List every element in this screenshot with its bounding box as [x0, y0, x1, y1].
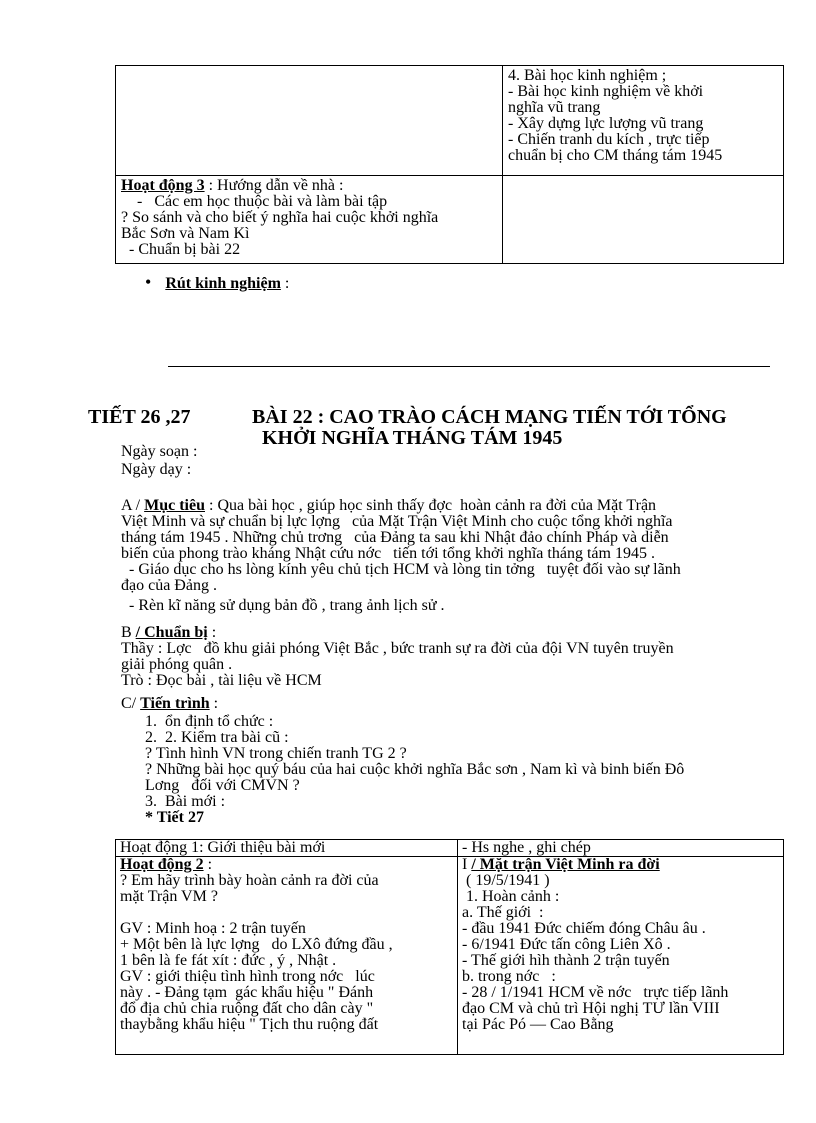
- text-line: 2. 2. Kiểm tra bài cũ :: [145, 729, 289, 746]
- text-line: Trò : Đọc bài , tài liệu về HCM: [121, 672, 322, 689]
- text-line: GV : giới thiệu tình hình trong nớc lúc: [120, 969, 375, 985]
- bullet-icon: •: [145, 272, 152, 292]
- section-1-heading: [462, 857, 779, 873]
- lesson-title-line-1: BÀI 22 : CAO TRÀO CÁCH MẠNG TIẾN TỚI TỔNG: [252, 406, 727, 428]
- rut-kinh-nghiem: [145, 274, 289, 292]
- text-line: - Các em học thuộc bài và làm bài tập: [121, 194, 388, 210]
- text-line: này . - Đảng tạm gác khẩu hiệu " Đánh: [120, 985, 374, 1001]
- activity-2-cell: [116, 857, 458, 1055]
- lesson-period: TIẾT 26 ,27: [88, 406, 191, 428]
- text-line: đạo CM và chủ trì Hội nghị TƯ lần VIII: [462, 1001, 720, 1017]
- preparation-prefix: B: [121, 624, 136, 641]
- text-line: - Xây dựng lực lượng vũ trang: [508, 116, 704, 132]
- activity-2-label: Hoạt động 2: [120, 857, 204, 873]
- text-line: tháng tám 1945 . Những chủ trơng của Đảng ta sau khi Nhật đảo chính Pháp và diễn: [121, 529, 669, 546]
- text-line: : Qua bài học , giúp học sinh thấy đợc hoàn cảnh ra đời của Mặt Trận: [205, 497, 657, 514]
- text-line: - Rèn kĩ năng sử dụng bản đồ , trang ảnh lịch sử .: [121, 597, 445, 614]
- text-line: Bắc Sơn và Nam Kì: [121, 226, 250, 242]
- text-line: thaybằng khẩu hiệu " Tịch thu ruộng đất: [120, 1017, 379, 1033]
- procedure-label: Tiến trình: [140, 695, 210, 712]
- text-line: - 6/1941 Đức tấn công Liên Xô .: [462, 937, 671, 953]
- activity-3-rest: : Hướng dẫn về nhà :: [204, 178, 344, 194]
- top-table: [115, 65, 784, 264]
- blank-line: [120, 905, 453, 921]
- text-line: - Chiến tranh du kích , trực tiếp: [508, 132, 710, 148]
- text-line: tại Pác Pó — Cao Bằng: [462, 1017, 614, 1033]
- objectives-label: Mục tiêu: [144, 497, 205, 514]
- top-table-cell-empty: [116, 66, 503, 176]
- text-line: đạo của Đảng .: [121, 577, 217, 594]
- activity-2-colon: :: [203, 857, 213, 873]
- text-line: Hoạt động 1: Giới thiệu bài mới: [120, 840, 326, 856]
- activity-2-heading: [120, 857, 453, 873]
- text-line: b. trong nớc :: [462, 969, 556, 985]
- text-line: 3. Bài mới :: [145, 793, 226, 810]
- tiet-27-label: * Tiết 27: [145, 809, 204, 826]
- text-line: nghĩa vũ trang: [508, 100, 601, 116]
- text-line: - đầu 1941 Đức chiếm đóng Châu âu .: [462, 921, 706, 937]
- text-line: giải phóng quân .: [121, 656, 233, 673]
- text-line: 4. Bài học kinh nghiệm ;: [508, 68, 667, 84]
- text-line: + Một bên là lực lợng do LXô đứng đầu ,: [120, 937, 393, 953]
- preparation-section: [121, 625, 674, 689]
- preparation-label: / Chuẩn bị: [135, 624, 208, 641]
- objectives-first-line: [121, 498, 681, 514]
- top-table-cell-empty-2: [503, 176, 784, 264]
- text-line: 1. ổn định tổ chức :: [145, 713, 274, 730]
- text-line: Lơng đối với CMVN ?: [145, 777, 300, 794]
- divider-line: [168, 366, 770, 367]
- top-table-cell-lessons: [503, 66, 784, 176]
- ngay-day: Ngày dạy :: [121, 461, 192, 478]
- text-line: Việt Minh và sự chuẩn bị lực lợng của Mặt Trận Việt Minh cho cuộc tổng khởi nghĩa: [121, 513, 673, 530]
- section-1-prefix: I: [462, 857, 472, 873]
- activity-1-note-cell: [458, 840, 784, 857]
- text-line: - 28 / 1/1941 HCM về nớc trực tiếp lãnh: [462, 985, 729, 1001]
- activity-1-cell: [116, 840, 458, 857]
- text-line: đổ địa chủ chia ruộng đất cho dân cày ": [120, 1001, 374, 1017]
- procedure-prefix: C/: [121, 695, 141, 712]
- activity-3-heading: [121, 178, 497, 194]
- text-line: 1 bên là fe fát xít : đức , ý , Nhật .: [120, 953, 337, 969]
- rut-kinh-nghiem-colon: :: [280, 275, 290, 292]
- rut-kinh-nghiem-label: Rút kinh nghiệm: [165, 275, 281, 292]
- text-line: ? Tình hình VN trong chiến tranh TG 2 ?: [145, 745, 407, 762]
- text-line: - Hs nghe , ghi chép: [462, 840, 591, 856]
- preparation-colon: :: [207, 624, 217, 641]
- objectives-prefix: A /: [121, 497, 145, 514]
- preparation-heading: [121, 625, 674, 641]
- text-line: GV : Minh hoạ : 2 trận tuyến: [120, 921, 306, 937]
- section-1-cell: [458, 857, 784, 1055]
- text-line: ? Em hãy trình bày hoàn cảnh ra đời của: [120, 873, 379, 889]
- objectives-section: [121, 498, 681, 614]
- text-line: ? Những bài học quý báu của hai cuộc khởi nghĩa Bắc sơn , Nam kì và binh biến Đô: [145, 761, 685, 778]
- text-line: biến của phong trào kháng Nhật cứu nớc tiến tới tổng khởi nghĩa tháng tám 1945 .: [121, 545, 655, 562]
- lesson-title-line-2: KHỞI NGHĨA THÁNG TÁM 1945: [262, 427, 563, 449]
- activity-3-label: Hoạt động 3: [121, 178, 205, 194]
- text-line: a. Thế giới :: [462, 905, 544, 921]
- activity-table-row-2: [116, 857, 784, 1055]
- procedure-heading: [121, 696, 218, 712]
- text-line: - Giáo dục cho hs lòng kính yêu chủ tịch HCM và lòng tin tởng tuyệt đối vào sự lãnh: [121, 561, 681, 578]
- text-line: ( 19/5/1941 ): [462, 873, 550, 889]
- text-line: Thầy : Lợc đồ khu giải phóng Việt Bắc , bức tranh sự ra đời của đội VN tuyên truyền: [121, 640, 674, 657]
- top-table-row-1: [116, 66, 784, 176]
- text-line: - Chuẩn bị bài 22: [121, 242, 241, 258]
- text-line: 1. Hoàn cảnh :: [462, 889, 560, 905]
- text-line: mặt Trận VM ?: [120, 889, 218, 905]
- text-line: - Bài học kinh nghiệm về khởi: [508, 84, 704, 100]
- ngay-soan: Ngày soạn :: [121, 443, 198, 460]
- top-table-cell-homework: [116, 176, 503, 264]
- text-line: chuẩn bị cho CM tháng tám 1945: [508, 148, 723, 164]
- section-1-label: / Mặt trận Việt Minh ra đời: [471, 857, 660, 873]
- text-line: ? So sánh và cho biết ý nghĩa hai cuộc khởi nghĩa: [121, 210, 439, 226]
- procedure-steps: [145, 714, 684, 826]
- text-line: - Thế giới hìh thành 2 trận tuyến: [462, 953, 670, 969]
- procedure-colon: :: [209, 695, 219, 712]
- activity-table: [115, 839, 784, 1055]
- activity-table-row-1: [116, 840, 784, 857]
- top-table-row-2: [116, 176, 784, 264]
